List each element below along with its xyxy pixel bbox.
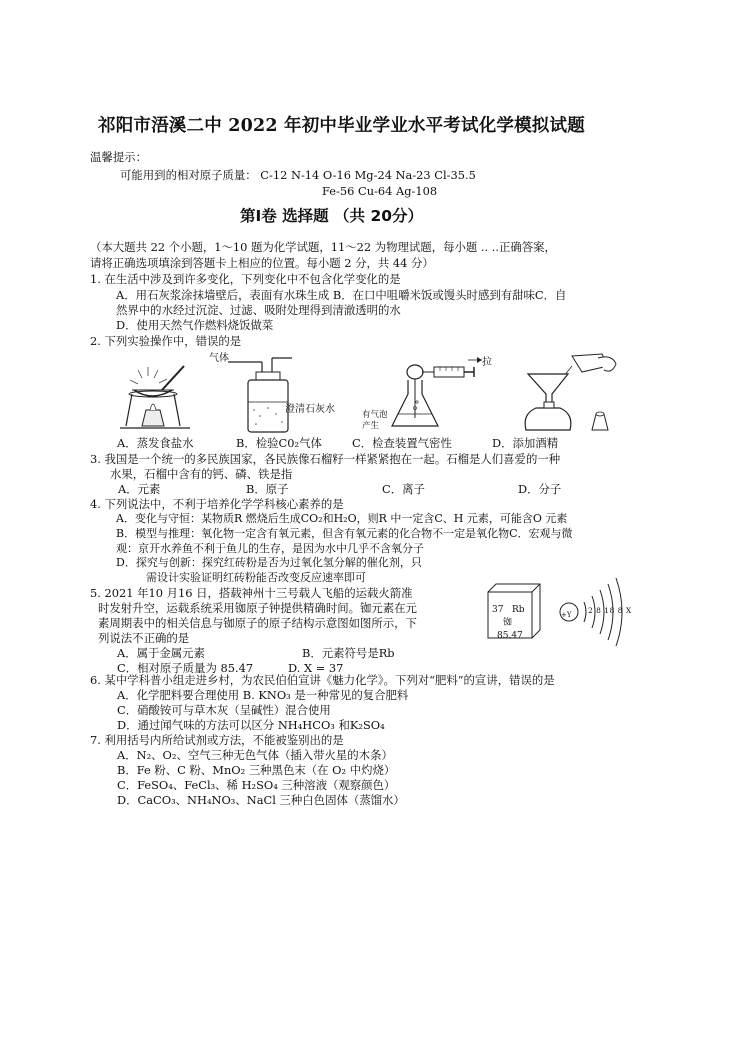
atomic-masses-line2: Fe-56 Cu-64 Ag-108 [322,184,438,198]
q5-option-c: C．相对原子质量为 85.47 [117,661,254,675]
q1-line1: A．用石灰浆涂抹墙壁后，表面有水珠生成 B．在口中咀嚼米饭或馒头时感到有甜味C．自 [116,288,567,302]
q3-option-a: A．元素 [118,482,161,496]
q6-line1: A．化学肥料要合理使用 B. KNO₃ 是一种常见的复合肥料 [117,688,409,702]
atom-shells: 2 8 18 8 X [588,606,632,615]
instructions-line2: 请将正确选项填涂到答题卡上相应的位置。每小题 2 分，共 44 分） [90,256,434,270]
q7-line1: A．N₂、O₂、空气三种无色气体（插入带火星的木条） [117,748,393,762]
q3-stem: 3. 我国是一个统一的多民族国家，各民族像石榴籽一样紧紧抱在一起。石榴是人们喜爱的一种 [90,452,561,466]
q7-line2: B．Fe 粉、C 粉、MnO₂ 三种黑色末（在 O₂ 中灼烧） [117,763,396,777]
q3-option-b: B．原子 [246,482,289,496]
add-alcohol-figure [512,352,622,434]
q4-line2: B．模型与推理：氧化物一定含有氧元素，但含有氧元素的化合物不一定是氧化物C．宏观与微 [116,527,573,540]
q5-line2: 时发射升空，运载系统采用铷原子钟提供精确时间。铷元素在元 [98,601,417,615]
q3-stem2: 水果，石榴中含有的钙、磷、铁是指 [110,467,293,481]
q1-line3: D．使用天然气作燃料烧饭做菜 [116,318,274,332]
section-title: 第Ⅰ卷 选择题 （共 20分） [240,207,424,225]
q6-line2: C．硝酸铵可与草木灰（呈碱性）混合使用 [117,703,331,717]
element-mass: 85.47 [497,631,523,641]
q2-option-b: B．检验C0₂气体 [236,436,322,450]
co2-test-figure [228,352,298,434]
exam-title: 祁阳市浯溪二中 2022 年初中毕业学业水平考试化学模拟试题 [98,116,585,136]
instructions-line1: （本大题共 22 个小题，1～10 题为化学试题，11～22 为物理试题，每小题 .. ..正确答案， [90,240,556,254]
q6-stem: 6. 某中学科普小组走进乡村，为农民伯伯宣讲《魅力化学》。下列对“肥料”的宣讲，错误的是 [90,673,555,687]
q3-option-d: D．分子 [518,482,562,496]
bubbles-label: 有气泡产生 [362,410,388,431]
q7-line4: D．CaCO₃、NH₄NO₃、NaCl 三种白色固体（蒸馏水） [117,793,405,807]
q5-line1: 5. 2021 年10 月16 日，搭载神州十三号载人飞船的运载火箭准 [90,586,413,600]
q4-line1: A．变化与守恒：某物质R 燃烧后生成CO₂和H₂O，则R 中一定含C、H 元素，可能含O 元素 [116,512,568,525]
q5-line3: 素周期表中的相关信息与铷原子的原子结构示意图如图所示，下 [98,616,417,630]
q5-option-b: B．元素符号是Rb [302,646,395,660]
q4-line5: 需设计实验证明红砖粉能否改变反应速率即可 [146,571,366,584]
element-number: 37 [492,605,504,615]
atom-nucleus: +Y [561,611,572,619]
q4-line4: D．探究与创新：探究红砖粉是否为过氧化氢分解的催化剂，只 [116,556,422,569]
element-name: 铷 [503,618,513,628]
tips-label: 温馨提示： [90,150,147,164]
q3-option-c: C．离子 [382,482,425,496]
evaporation-figure [112,350,202,435]
q2-stem: 2. 下列实验操作中，错误的是 [90,334,242,348]
q5-option-a: A．属于金属元素 [117,646,205,660]
pull-label: 拉 [482,357,492,368]
airtightness-figure [378,352,488,434]
q2-option-d: D．添加酒精 [492,436,559,450]
q4-stem: 4. 下列说法中，不利于培养化学学科核心素养的是 [90,497,344,511]
q1-line2: 然界中的水经过沉淀、过滤、吸附处理得到清澈透明的水 [116,303,401,317]
limewater-label: 澄清石灰水 [285,404,335,415]
gas-label: 气体 [209,353,229,364]
q6-line3: D．通过闻气味的方法可以区分 NH₄HCO₃ 和K₂SO₄ [117,718,385,732]
element-symbol: Rb [512,605,525,615]
q7-stem: 7. 利用括号内所给试剂或方法，不能被鉴别出的是 [90,733,344,747]
q2-option-a: A．蒸发食盐水 [117,436,194,450]
q7-line3: C．FeSO₄、FeCl₃、稀 H₂SO₄ 三种溶液（观察颜色） [117,778,396,792]
q2-option-c: C．检查装置气密性 [352,436,452,450]
q5-line4: 列说法不正确的是 [98,631,190,645]
q4-line3: 观：京开水养鱼不利于鱼儿的生存，是因为水中几乎不含氧分子 [116,542,424,555]
q1-stem: 1. 在生活中涉及到许多变化，下列变化中不包含化学变化的是 [90,272,401,286]
q5-option-d: D. X = 37 [288,661,344,675]
atomic-masses-line1: 可能用到的相对原子质量： C-12 N-14 O-16 Mg-24 Na-23 Cl-35.5 [120,168,476,182]
